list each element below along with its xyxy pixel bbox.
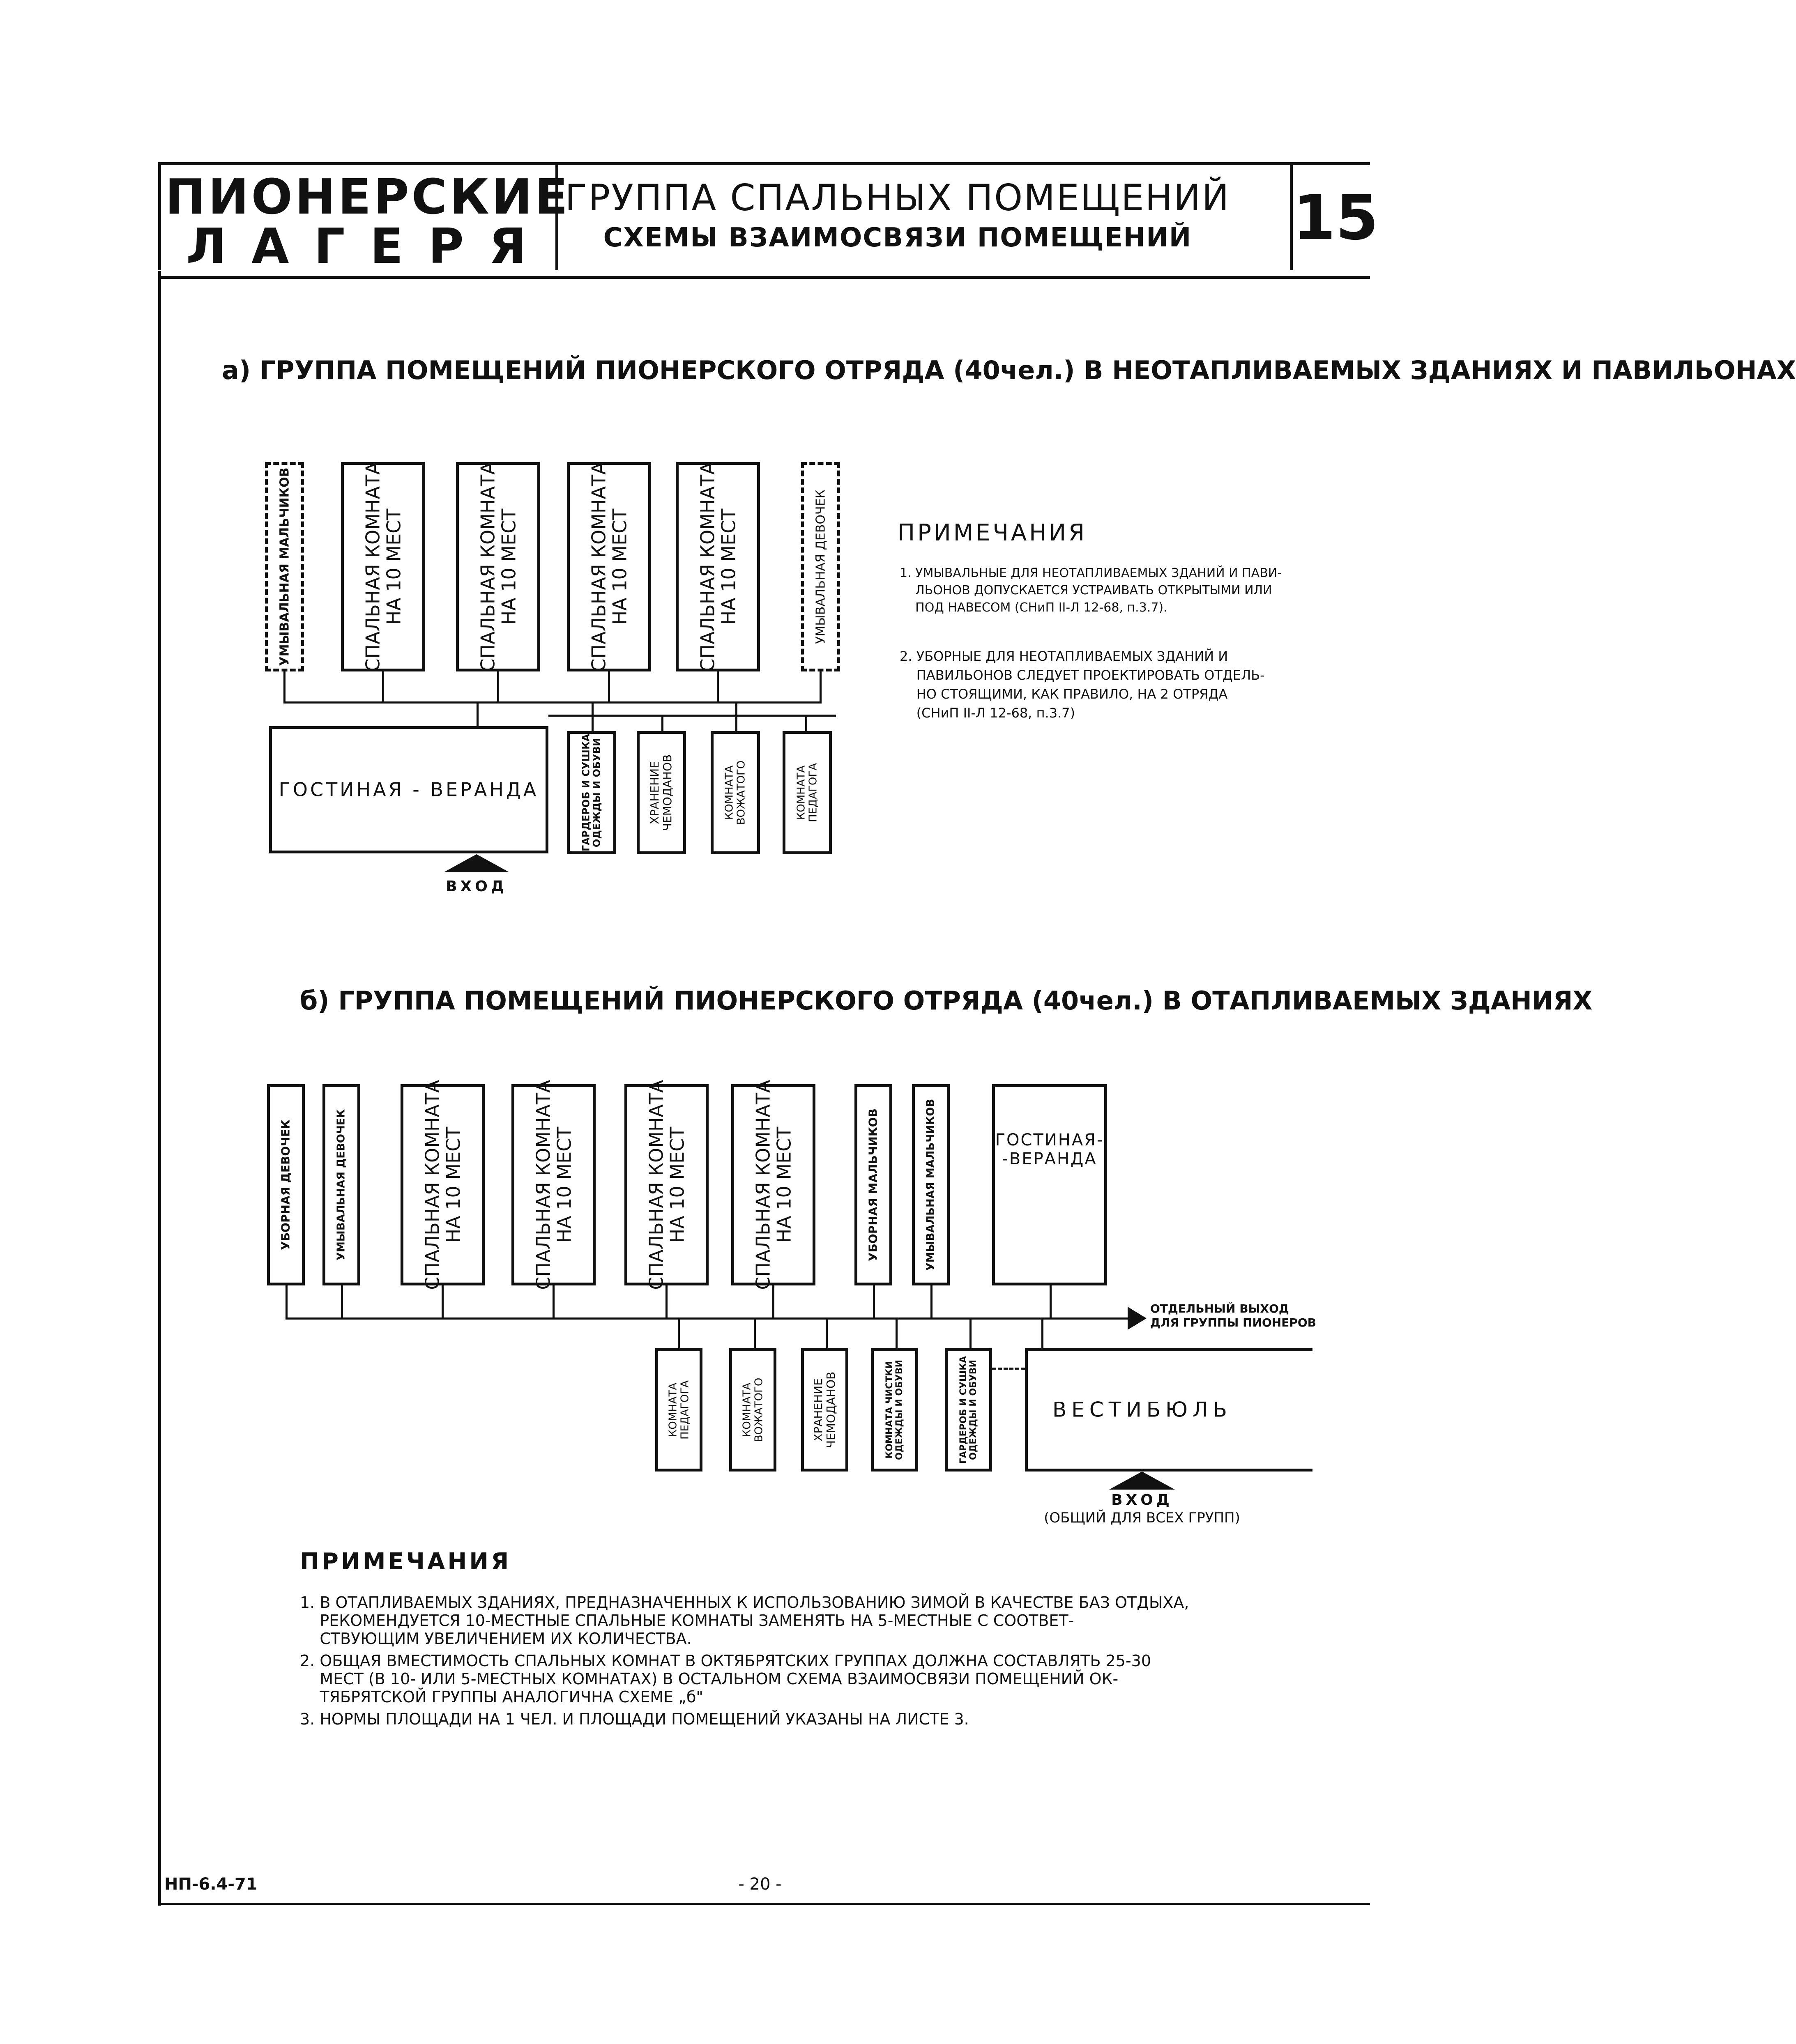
room-label: УБОРНАЯ МАЛЬЧИКОВ bbox=[866, 1108, 880, 1261]
series-title-line2: Л А Г Е Р Я bbox=[186, 218, 530, 274]
room-label: СПАЛЬНАЯ КОМНАТА НА 10 МЕСТ bbox=[696, 462, 739, 672]
scheme-b-bedroom-3 bbox=[624, 1080, 709, 1290]
connector bbox=[497, 669, 499, 702]
room-label: УМЫВАЛЬНАЯ МАЛЬЧИКОВ bbox=[277, 467, 292, 666]
scheme-a-washroom-girls bbox=[801, 462, 840, 671]
footer-code: НП-6.4-71 bbox=[164, 1875, 258, 1894]
entrance-arrow-icon bbox=[444, 854, 509, 872]
series-cell bbox=[158, 165, 571, 274]
left-margin-line bbox=[158, 271, 161, 1906]
connector bbox=[477, 701, 479, 726]
room-label: СПАЛЬНАЯ КОМНАТА НА 10 МЕСТ bbox=[751, 1080, 795, 1290]
connector bbox=[608, 669, 610, 702]
scheme-b-vestibule bbox=[1025, 1348, 1312, 1471]
connector bbox=[1041, 1317, 1043, 1348]
connector bbox=[805, 715, 807, 731]
scheme-a-title: а) ГРУППА ПОМЕЩЕНИЙ ПИОНЕРСКОГО ОТРЯДА (40чел.) В НЕОТАПЛИВАЕМЫХ ЗДАНИЯХ И ПАВИЛЬОНАХ bbox=[222, 355, 1796, 385]
connector bbox=[754, 1317, 756, 1348]
connector bbox=[717, 669, 719, 702]
connector bbox=[772, 1283, 774, 1318]
connector bbox=[592, 702, 594, 731]
scheme-a-entrance-label: ВХОД bbox=[446, 878, 507, 895]
connector bbox=[896, 1317, 898, 1348]
connector bbox=[382, 669, 384, 702]
scheme-a-notes-title: ПРИМЕЧАНИЯ bbox=[898, 520, 1087, 546]
scheme-a-suitcase-storage bbox=[637, 731, 686, 854]
scheme-b-bedroom-2 bbox=[511, 1080, 596, 1290]
scheme-a-bedroom-1 bbox=[341, 462, 425, 671]
room-label: ГАРДЕРОБ И СУШКА ОДЕЖДЫ И ОБУВИ bbox=[580, 733, 603, 852]
scheme-a-bedroom-4 bbox=[676, 462, 760, 671]
vestibule-label: ВЕСТИБЮЛЬ bbox=[1052, 1398, 1232, 1422]
bottom-note-1: 1. В ОТАПЛИВАЕМЫХ ЗДАНИЯХ, ПРЕДНАЗНАЧЕННЫХ К ИСПОЛЬЗОВАНИЮ ЗИМОЙ В КАЧЕСТВЕ БАЗ ОТДЫХА, РЕКОМЕНДУЕТСЯ 10-МЕСТНЫЕ СПАЛЬНЫЕ КОМНАТЫ ЗАМЕНЯТЬ НА 5-МЕСТНЫЕ С СООТВЕТ- СТВУЮЩИМ УВЕЛИЧЕНИЕМ ИХ КОЛИЧЕСТВА. bbox=[300, 1593, 1189, 1648]
room-label: УМЫВАЛЬНАЯ МАЛЬЧИКОВ bbox=[924, 1099, 937, 1271]
scheme-b-washroom-boys bbox=[912, 1084, 950, 1285]
sheet-title: ГРУППА СПАЛЬНЫХ ПОМЕЩЕНИЙ bbox=[565, 177, 1230, 219]
scheme-b-entrance-note: (ОБЩИЙ ДЛЯ ВСЕХ ГРУПП) bbox=[1044, 1510, 1240, 1526]
connector bbox=[665, 1283, 668, 1318]
scheme-b-wardrobe bbox=[945, 1348, 992, 1471]
scheme-b-corridor-line bbox=[286, 1317, 1128, 1320]
room-label: СПАЛЬНАЯ КОМНАТА НА 10 МЕСТ bbox=[532, 1080, 575, 1290]
separate-exit-arrow-icon bbox=[1128, 1307, 1147, 1330]
bottom-notes-title: ПРИМЕЧАНИЯ bbox=[300, 1548, 511, 1575]
sheet-subtitle: СХЕМЫ ВЗАИМОСВЯЗИ ПОМЕЩЕНИЙ bbox=[603, 223, 1192, 253]
room-label: СПАЛЬНАЯ КОМНАТА НА 10 МЕСТ bbox=[645, 1080, 688, 1290]
connector bbox=[735, 702, 737, 731]
scheme-b-toilet-girls bbox=[267, 1084, 305, 1285]
lounge-label: ГОСТИНАЯ - ВЕРАНДА bbox=[279, 778, 539, 801]
connector bbox=[1050, 1283, 1052, 1318]
series-title-line1: ПИОНЕРСКИЕ bbox=[165, 168, 571, 225]
room-label: УМЫВАЛЬНАЯ ДЕВОЧЕК bbox=[335, 1109, 348, 1261]
room-label: СПАЛЬНАЯ КОМНАТА НА 10 МЕСТ bbox=[361, 462, 405, 672]
connector bbox=[820, 669, 822, 702]
sheet-number-cell bbox=[1290, 165, 1379, 270]
scheme-b-lounge bbox=[992, 1084, 1107, 1285]
bottom-note-3: 3. НОРМЫ ПЛОЩАДИ НА 1 ЧЕЛ. И ПЛОЩАДИ ПОМЕЩЕНИЙ УКАЗАНЫ НА ЛИСТЕ 3. bbox=[300, 1710, 969, 1728]
scheme-b-teacher-room bbox=[655, 1348, 702, 1471]
scheme-a-bedroom-3 bbox=[567, 462, 651, 671]
page-number: - 20 - bbox=[738, 1875, 782, 1894]
bottom-note-2: 2. ОБЩАЯ ВМЕСТИМОСТЬ СПАЛЬНЫХ КОМНАТ В ОКТЯБРЯТСКИХ ГРУППАХ ДОЛЖНА СОСТАВЛЯТЬ 25-30 МЕСТ (В 10- ИЛИ 5-МЕСТНЫХ КОМНАТАХ) В ОСТАЛЬНОМ СХЕМА ВЗАИМОСВЯЗИ ПОМЕЩЕНИЙ ОК- ТЯБРЯТСКОЙ ГРУППЫ АНАЛОГИЧНА СХЕМЕ „б" bbox=[300, 1652, 1151, 1706]
scheme-b-bedroom-1 bbox=[401, 1080, 485, 1290]
scheme-b-cleaning-room bbox=[871, 1348, 918, 1471]
room-label: ГАРДЕРОБ И СУШКА ОДЕЖДЫ И ОБУВИ bbox=[958, 1356, 979, 1464]
room-label: УМЫВАЛЬНАЯ ДЕВОЧЕК bbox=[813, 490, 828, 644]
connector bbox=[283, 669, 286, 702]
footer-line bbox=[158, 1903, 1370, 1905]
scheme-a-note-2: 2. УБОРНЫЕ ДЛЯ НЕОТАПЛИВАЕМЫХ ЗДАНИЙ И ПАВИЛЬОНОВ СЛЕДУЕТ ПРОЕКТИРОВАТЬ ОТДЕЛЬ- НО СТОЯЩИМИ, КАК ПРАВИЛО, НА 2 ОТРЯДА (СНиП II-Л 12-68, п.3.7) bbox=[900, 648, 1265, 721]
scheme-a-counselor-room bbox=[711, 731, 760, 854]
scheme-b-suitcase-storage bbox=[801, 1348, 848, 1471]
connector bbox=[873, 1283, 875, 1318]
room-label: СПАЛЬНАЯ КОМНАТА НА 10 МЕСТ bbox=[421, 1080, 464, 1290]
room-label: СПАЛЬНАЯ КОМНАТА НА 10 МЕСТ bbox=[587, 462, 631, 672]
scheme-b-title: б) ГРУППА ПОМЕЩЕНИЙ ПИОНЕРСКОГО ОТРЯДА (40чел.) В ОТАПЛИВАЕМЫХ ЗДАНИЯХ bbox=[300, 986, 1593, 1016]
entrance-arrow-icon bbox=[1109, 1471, 1175, 1490]
connector bbox=[992, 1368, 1025, 1370]
connector bbox=[826, 1317, 828, 1348]
sheet-number: 15 bbox=[1293, 182, 1379, 254]
scheme-b-toilet-boys bbox=[854, 1084, 892, 1285]
scheme-b-counselor-room bbox=[729, 1348, 776, 1471]
lounge-label: ГОСТИНАЯ- -ВЕРАНДА bbox=[995, 1131, 1104, 1169]
connector bbox=[661, 715, 663, 731]
room-label: КОМНАТА ЧИСТКИ ОДЕЖДЫ И ОБУВИ bbox=[884, 1360, 905, 1460]
scheme-b-separate-exit-label: ОТДЕЛЬНЫЙ ВЫХОД ДЛЯ ГРУППЫ ПИОНЕРОВ bbox=[1150, 1302, 1316, 1329]
title-block bbox=[158, 162, 1379, 279]
scheme-b-washroom-girls bbox=[322, 1084, 360, 1285]
connector bbox=[969, 1317, 972, 1348]
scheme-a-bedroom-2 bbox=[456, 462, 540, 671]
room-label: КОМНАТА ПЕДАГОГА bbox=[795, 763, 819, 823]
room-label: ХРАНЕНИЕ ЧЕМОДАНОВ bbox=[648, 754, 674, 831]
connector bbox=[930, 1283, 933, 1318]
connector bbox=[341, 1283, 343, 1318]
room-label: ХРАНЕНИЕ ЧЕМОДАНОВ bbox=[811, 1371, 838, 1449]
room-label: КОМНАТА ВОЖАТОГО bbox=[723, 760, 747, 825]
scheme-a-teacher-room bbox=[783, 731, 832, 854]
connector bbox=[442, 1283, 444, 1318]
connector bbox=[286, 1283, 288, 1318]
room-label: УБОРНАЯ ДЕВОЧЕК bbox=[279, 1120, 292, 1250]
scheme-b-bedroom-4 bbox=[731, 1080, 815, 1290]
scheme-a-wardrobe bbox=[567, 731, 616, 854]
scheme-a-washroom-boys bbox=[265, 462, 304, 671]
room-label: КОМНАТА ПЕДАГОГА bbox=[666, 1380, 691, 1440]
scheme-a-lounge bbox=[269, 726, 548, 853]
room-label: СПАЛЬНАЯ КОМНАТА НА 10 МЕСТ bbox=[476, 462, 520, 672]
scheme-a-corridor-line bbox=[283, 701, 822, 704]
room-label: КОМНАТА ВОЖАТОГО bbox=[740, 1377, 765, 1442]
scheme-b-entrance-label: ВХОД bbox=[1111, 1492, 1173, 1508]
connector bbox=[553, 1283, 555, 1318]
connector bbox=[678, 1317, 680, 1348]
scheme-a-note-1: 1. УМЫВАЛЬНЫЕ ДЛЯ НЕОТАПЛИВАЕМЫХ ЗДАНИЙ И ПАВИ- ЛЬОНОВ ДОПУСКАЕТСЯ УСТРАИВАТЬ ОТКРЫТЫМИ ИЛИ ПОД НАВЕСОМ (СНиП II-Л 12-68, п.3.7). bbox=[900, 566, 1282, 615]
